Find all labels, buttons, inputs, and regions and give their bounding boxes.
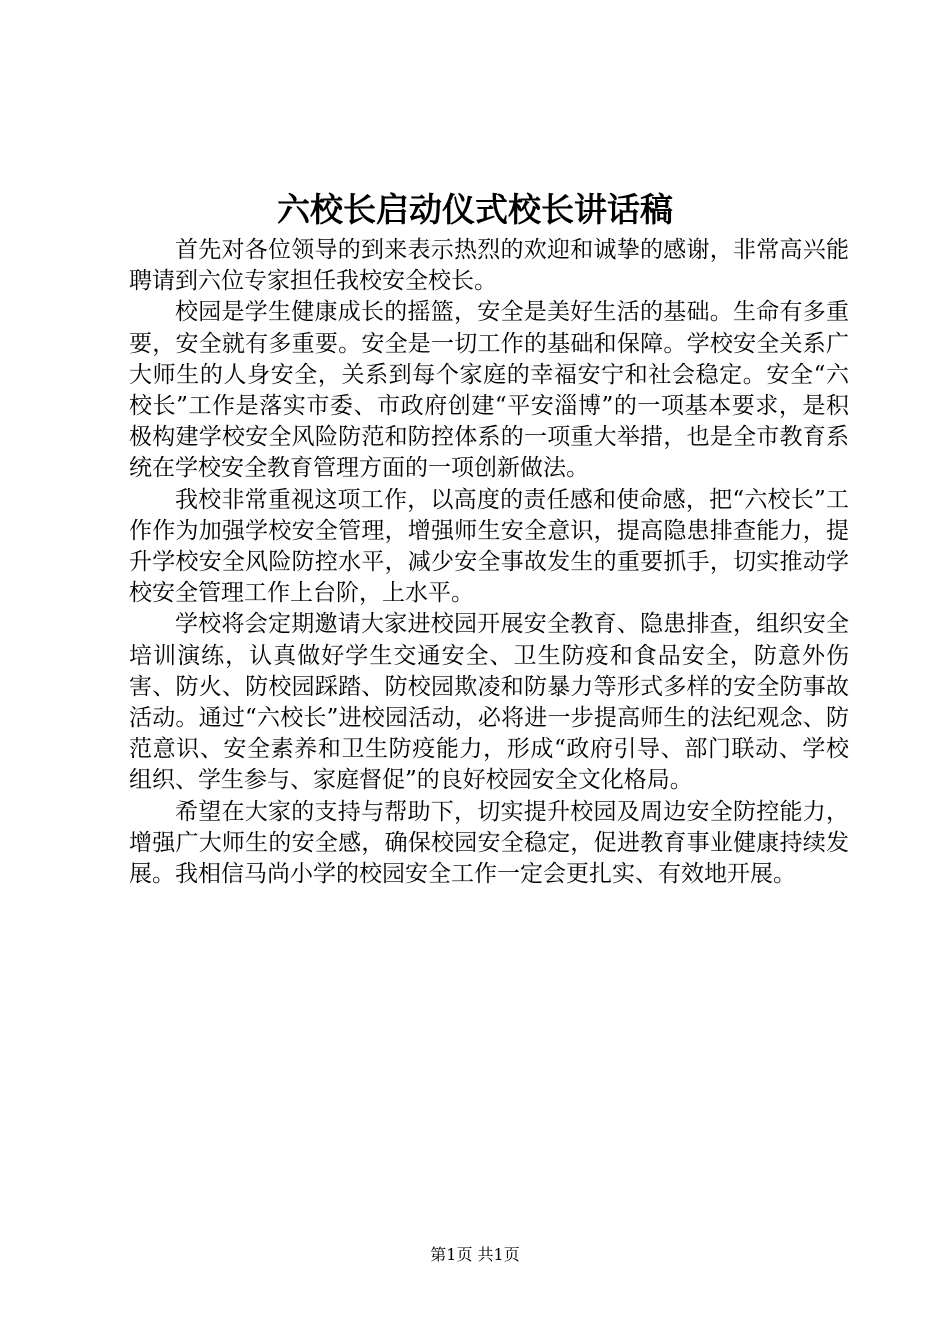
- paragraph-school-commitment: 我校非常重视这项工作，以高度的责任感和使命感，把“六校长”工作作为加强学校安全管理，增强师生安全意识，提高隐患排查能力，提升学校安全风险防控水平，减少安全事故发生的重要抓手，切实推动学校安全管理工作上台阶，上水平。: [129, 486, 849, 607]
- document-body: [129, 235, 849, 890]
- paragraph-safety-importance: 校园是学生健康成长的摇篮，安全是美好生活的基础。生命有多重要，安全就有多重要。安全是一切工作的基础和保障。学校安全关系广大师生的人身安全，关系到每个家庭的幸福安宁和社会稳定。安全“六校长”工作是落实市委、市政府创建“平安淄博”的一项基本要求，是积极构建学校安全风险防范和防控体系的一项重大举措，也是全市教育系统在学校安全教育管理方面的一项创新做法。: [129, 299, 849, 482]
- paragraph-activities: 学校将会定期邀请大家进校园开展安全教育、隐患排查，组织安全培训演练，认真做好学生交通安全、卫生防疫和食品安全，防意外伤害、防火、防校园踩踏、防校园欺凌和防暴力等形式多样的安全防事故活动。通过“六校长”进校园活动，必将进一步提高师生的法纪观念、防范意识、安全素养和卫生防疫能力，形成“政府引导、部门联动、学校组织、学生参与、家庭督促”的良好校园安全文化格局。: [129, 611, 849, 794]
- paragraph-greeting: 首先对各位领导的到来表示热烈的欢迎和诚挚的感谢，非常高兴能聘请到六位专家担任我校安全校长。: [129, 237, 849, 295]
- document-title: 六校长启动仪式校长讲话稿: [277, 190, 673, 229]
- paragraph-closing: 希望在大家的支持与帮助下，切实提升校园及周边安全防控能力，增强广大师生的安全感，确保校园安全稳定，促进教育事业健康持续发展。我相信马尚小学的校园安全工作一定会更扎实、有效地开展。: [129, 798, 849, 888]
- page-footer: 第1页 共1页: [430, 1245, 520, 1264]
